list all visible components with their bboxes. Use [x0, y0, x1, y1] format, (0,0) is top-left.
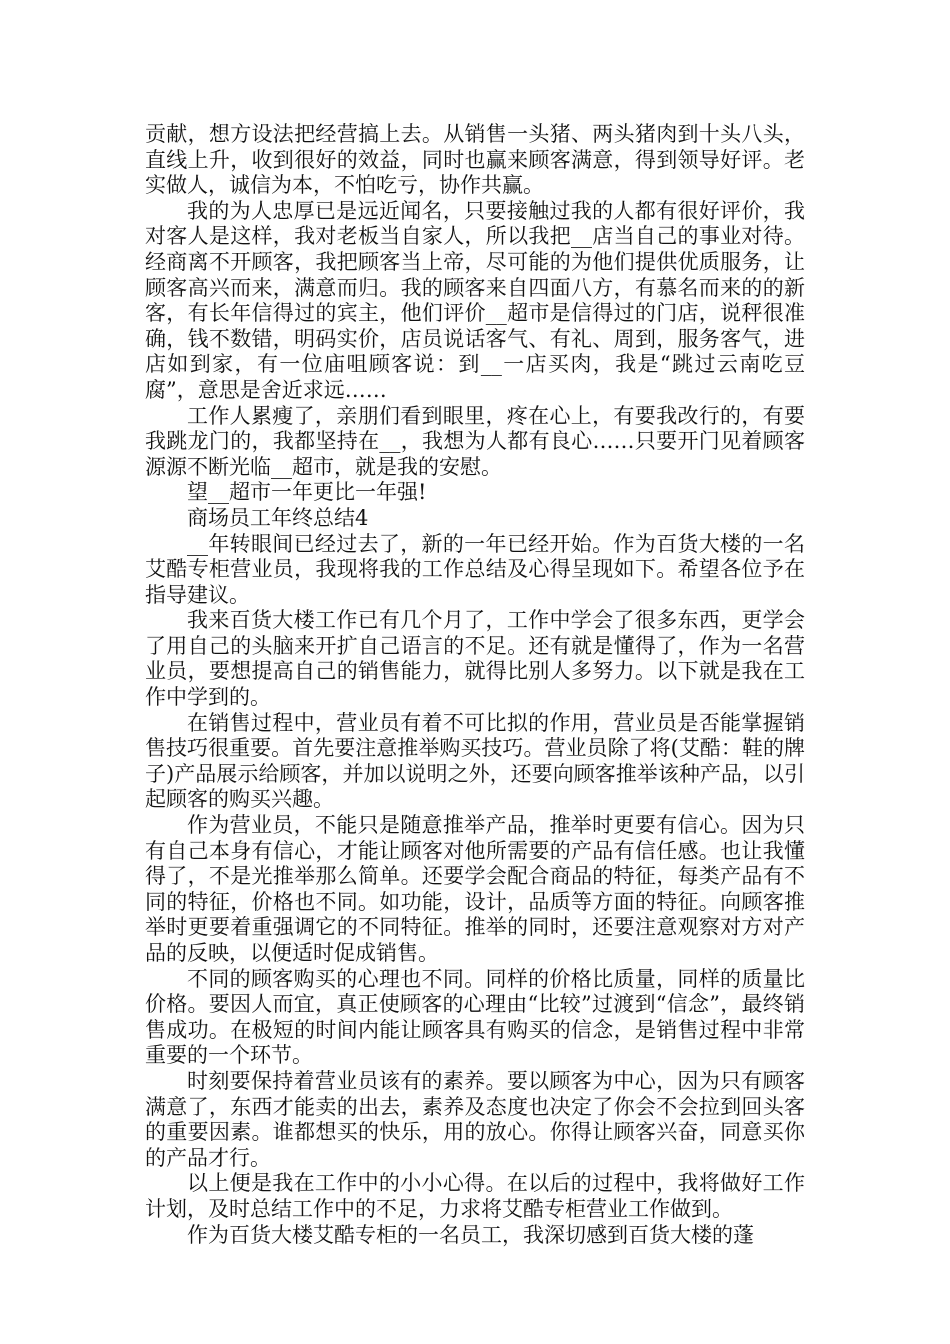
document-page — [145, 122, 805, 1248]
paragraph: 时刻要保持着营业员该有的素养。要以顾客为中心，因为只有顾客满意了，东西才能卖的出去，素养及态度也决定了你会不会拉到回头客的重要因素。谁都想买的快乐，用的放心。你得让顾客兴奋，同意买你的产品才行。 — [145, 1068, 805, 1170]
paragraph: 以上便是我在工作中的小小心得。在以后的过程中，我将做好工作计划，及时总结工作中的不足，力求将艾酷专柜营业工作做到。 — [145, 1171, 805, 1221]
section-heading: 商场员工年终总结4 — [187, 505, 369, 530]
paragraph: 在销售过程中，营业员有着不可比拟的作用，营业员是否能掌握销售技巧很重要。首先要注意推举购买技巧。营业员除了将(艾酷：鞋的牌子)产品展示给顾客，并加以说明之外，还要向顾客推举该种产品，以引起顾客的购买兴趣。 — [145, 710, 805, 812]
paragraph: 作为百货大楼艾酷专柜的一名员工，我深切感到百货大楼的蓬 — [187, 1222, 754, 1247]
paragraph: 不同的顾客购买的心理也不同。同样的价格比质量，同样的质量比价格。要因人而宜，真正使顾客的心理由“比较”过渡到“信念”，最终销售成功。在极短的时间内能让顾客具有购买的信念，是销售过程中非常重要的一个环节。 — [145, 966, 805, 1068]
paragraph: 望__超市一年更比一年强! — [187, 480, 427, 505]
paragraph: 作为营业员，不能只是随意推举产品，推举时更要有信心。因为只有自己本身有信心，才能让顾客对他所需要的产品有信任感。也让我懂得了，不是光推举那么简单。还要学会配合商品的特征，每类产品有不同的特征，价格也不同。如功能，设计，品质等方面的特征。向顾客推举时更要着重强调它的不同特征。推举的同时，还要注意观察对方对产品的反映，以便适时促成销售。 — [145, 813, 805, 965]
paragraph: 我来百货大楼工作已有几个月了，工作中学会了很多东西，更学会了用自己的头脑来开扩自己语言的不足。还有就是懂得了，作为一名营业员，要想提高自己的销售能力，就得比别人多努力。以下就是我在工作中学到的。 — [145, 608, 805, 710]
paragraph: 工作人累瘦了，亲朋们看到眼里，疼在心上，有要我改行的，有要我跳龙门的，我都坚持在__，我想为人都有良心……只要开门见着顾客源源不断光临__超市，就是我的安慰。 — [145, 403, 805, 479]
paragraph: __年转眼间已经过去了，新的一年已经开始。作为百货大楼的一名艾酷专柜营业员，我现将我的工作总结及心得呈现如下。希望各位予在指导建议。 — [145, 531, 805, 607]
paragraph: 我的为人忠厚已是远近闻名，只要接触过我的人都有很好评价，我对客人是这样，我对老板当自家人，所以我把__店当自己的事业对待。经商离不开顾客，我把顾客当上帝，尽可能的为他们提供优质服务，让顾客高兴而来，满意而归。我的顾客来自四面八方，有慕名而来的的新客，有长年信得过的宾主，他们评价__超市是信得过的门店，说秤很准确，钱不数错，明码实价，店员说话客气、有礼、周到，服务客气，进店如到家，有一位庙咀顾客说：到__一店买肉，我是“跳过云南吃豆腐”，意思是舍近求远…… — [145, 198, 805, 402]
paragraph: 贡献，想方设法把经营搞上去。从销售一头猪、两头猪肉到十头八头，直线上升，收到很好的效益，同时也赢来顾客满意，得到领导好评。老实做人，诚信为本，不怕吃亏，协作共赢。 — [145, 122, 805, 198]
